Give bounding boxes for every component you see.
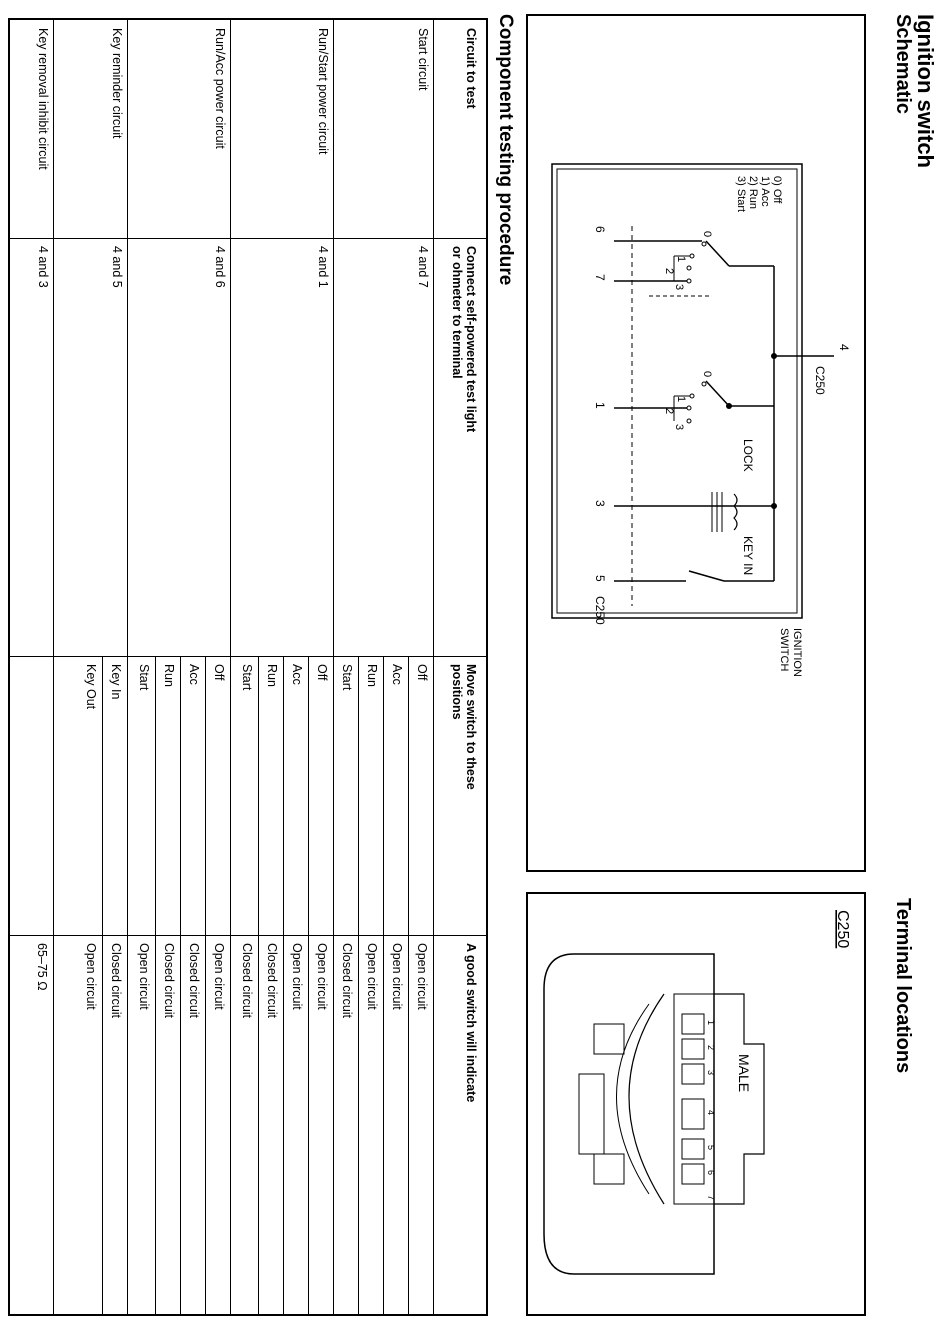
expected-result: Open circuit (365, 943, 379, 1010)
connector-drawing (528, 894, 864, 1314)
conn-pin-4: 4 (706, 1110, 716, 1116)
row-divider (258, 656, 259, 1316)
group-divider (230, 20, 231, 656)
mid-contact-1: 1 (675, 396, 687, 403)
expected-result: Open circuit (212, 943, 226, 1010)
terminal-pair: 4 and 6 (213, 246, 227, 288)
circuit-name: Run/Start power circuit (316, 28, 330, 155)
keyin-label: KEY IN (741, 536, 755, 576)
expected-result: 65–75 Ω (35, 943, 49, 991)
schematic-box (526, 14, 866, 872)
group-divider (53, 20, 54, 656)
position-label-1: 1) Acc (759, 176, 771, 207)
header-connect-2: or ohmeter to terminal (450, 246, 464, 379)
header-divider (433, 20, 434, 1316)
group-divider (127, 20, 128, 656)
switch-label-line2: SWITCH (778, 628, 790, 672)
male-label: MALE (736, 1054, 752, 1093)
expected-result: Closed circuit (265, 943, 279, 1019)
switch-position: Key Out (84, 664, 98, 710)
mid-contact-2: 2 (663, 408, 675, 415)
expected-result: Open circuit (390, 943, 404, 1010)
expected-result: Open circuit (290, 943, 304, 1010)
switch-position: Off (315, 664, 329, 681)
row-divider (308, 656, 309, 1316)
switch-position: Acc (290, 664, 304, 685)
row-divider (205, 656, 206, 1316)
testing-table (8, 18, 488, 1316)
circuit-name: Key removal inhibit circuit (36, 28, 50, 170)
lock-label: LOCK (741, 439, 755, 472)
expected-result: Closed circuit (340, 943, 354, 1019)
expected-result: Closed circuit (162, 943, 176, 1019)
expected-result: Open circuit (137, 943, 151, 1010)
position-label-0: 0) Off (771, 176, 783, 204)
circuit-name: Run/Acc power circuit (213, 28, 227, 149)
terminal-locations-heading: Terminal locations (892, 898, 914, 1074)
header-connect-1: Connect self-powered test light (464, 246, 478, 433)
conn-pin-1: 1 (706, 1020, 716, 1026)
expected-result: Open circuit (415, 943, 429, 1010)
connector-label-bottom: C250 (593, 596, 607, 625)
switch-position: Acc (187, 664, 201, 685)
header-circuit: Circuit to test (464, 28, 478, 109)
terminal-pair: 4 and 3 (36, 246, 50, 288)
expected-result: Closed circuit (109, 943, 123, 1019)
header-move-2: positions (450, 664, 464, 720)
switch-position: Start (137, 664, 151, 691)
expected-result: Open circuit (315, 943, 329, 1010)
left-contact-2: 2 (663, 268, 675, 275)
header-result: A good switch will indicate (464, 943, 478, 1103)
position-label-3: 3) Start (735, 176, 747, 213)
row-divider (283, 656, 284, 1316)
row-divider (383, 656, 384, 1316)
switch-position: Off (415, 664, 429, 681)
pin-label-6: 6 (593, 226, 607, 233)
row-divider (408, 656, 409, 1316)
pin-label-4: 4 (837, 344, 851, 351)
row-divider (230, 656, 231, 1316)
row-divider (102, 656, 103, 1316)
terminal-pair: 4 and 5 (110, 246, 124, 288)
row-divider (155, 656, 156, 1316)
left-contact-3: 3 (673, 284, 685, 291)
row-divider (127, 656, 128, 1316)
row-divider (333, 656, 334, 1316)
testing-heading: Component testing procedure (495, 14, 516, 286)
terminal-pair: 4 and 7 (416, 246, 430, 288)
pin-label-3: 3 (593, 500, 607, 507)
row-divider (358, 656, 359, 1316)
switch-position: Start (240, 664, 254, 691)
position-label-2: 2) Run (747, 176, 759, 210)
switch-position: Start (340, 664, 354, 691)
conn-pin-6: 6 (706, 1170, 716, 1176)
mid-contact-3: 3 (673, 424, 685, 431)
pin-label-1: 1 (593, 402, 607, 409)
conn-pin-5: 5 (706, 1145, 716, 1151)
terminal-connector-label: C250 (834, 910, 851, 949)
page-title: Ignition switch (913, 14, 938, 168)
schematic-heading: Schematic (892, 14, 914, 115)
conn-pin-7: 7 (706, 1195, 716, 1201)
schematic-diagram (528, 16, 864, 870)
circuit-name: Start circuit (416, 28, 430, 91)
switch-position: Off (212, 664, 226, 681)
row-divider (53, 656, 54, 1316)
left-contact-0: 0 (701, 231, 713, 238)
left-contact-1: 1 (675, 256, 687, 263)
switch-position: Key In (109, 664, 123, 700)
switch-position: Acc (390, 664, 404, 685)
switch-label-line1: IGNITION (791, 628, 803, 677)
terminal-locations-box (526, 892, 866, 1316)
header-move-1: Move switch to these (464, 664, 478, 790)
mid-contact-0: 0 (701, 371, 713, 378)
conn-pin-2: 2 (706, 1045, 716, 1051)
switch-position: Run (365, 664, 379, 687)
expected-result: Closed circuit (187, 943, 201, 1019)
expected-result: Open circuit (84, 943, 98, 1010)
pin-label-7: 7 (593, 274, 607, 281)
conn-pin-3: 3 (706, 1070, 716, 1076)
pin-label-5: 5 (593, 575, 607, 582)
group-divider (333, 20, 334, 656)
expected-result: Closed circuit (240, 943, 254, 1019)
switch-position: Run (162, 664, 176, 687)
terminal-pair: 4 and 1 (316, 246, 330, 288)
connector-label-top: C250 (813, 366, 827, 395)
circuit-name: Key reminder circuit (110, 28, 124, 139)
switch-position: Run (265, 664, 279, 687)
row-divider (180, 656, 181, 1316)
